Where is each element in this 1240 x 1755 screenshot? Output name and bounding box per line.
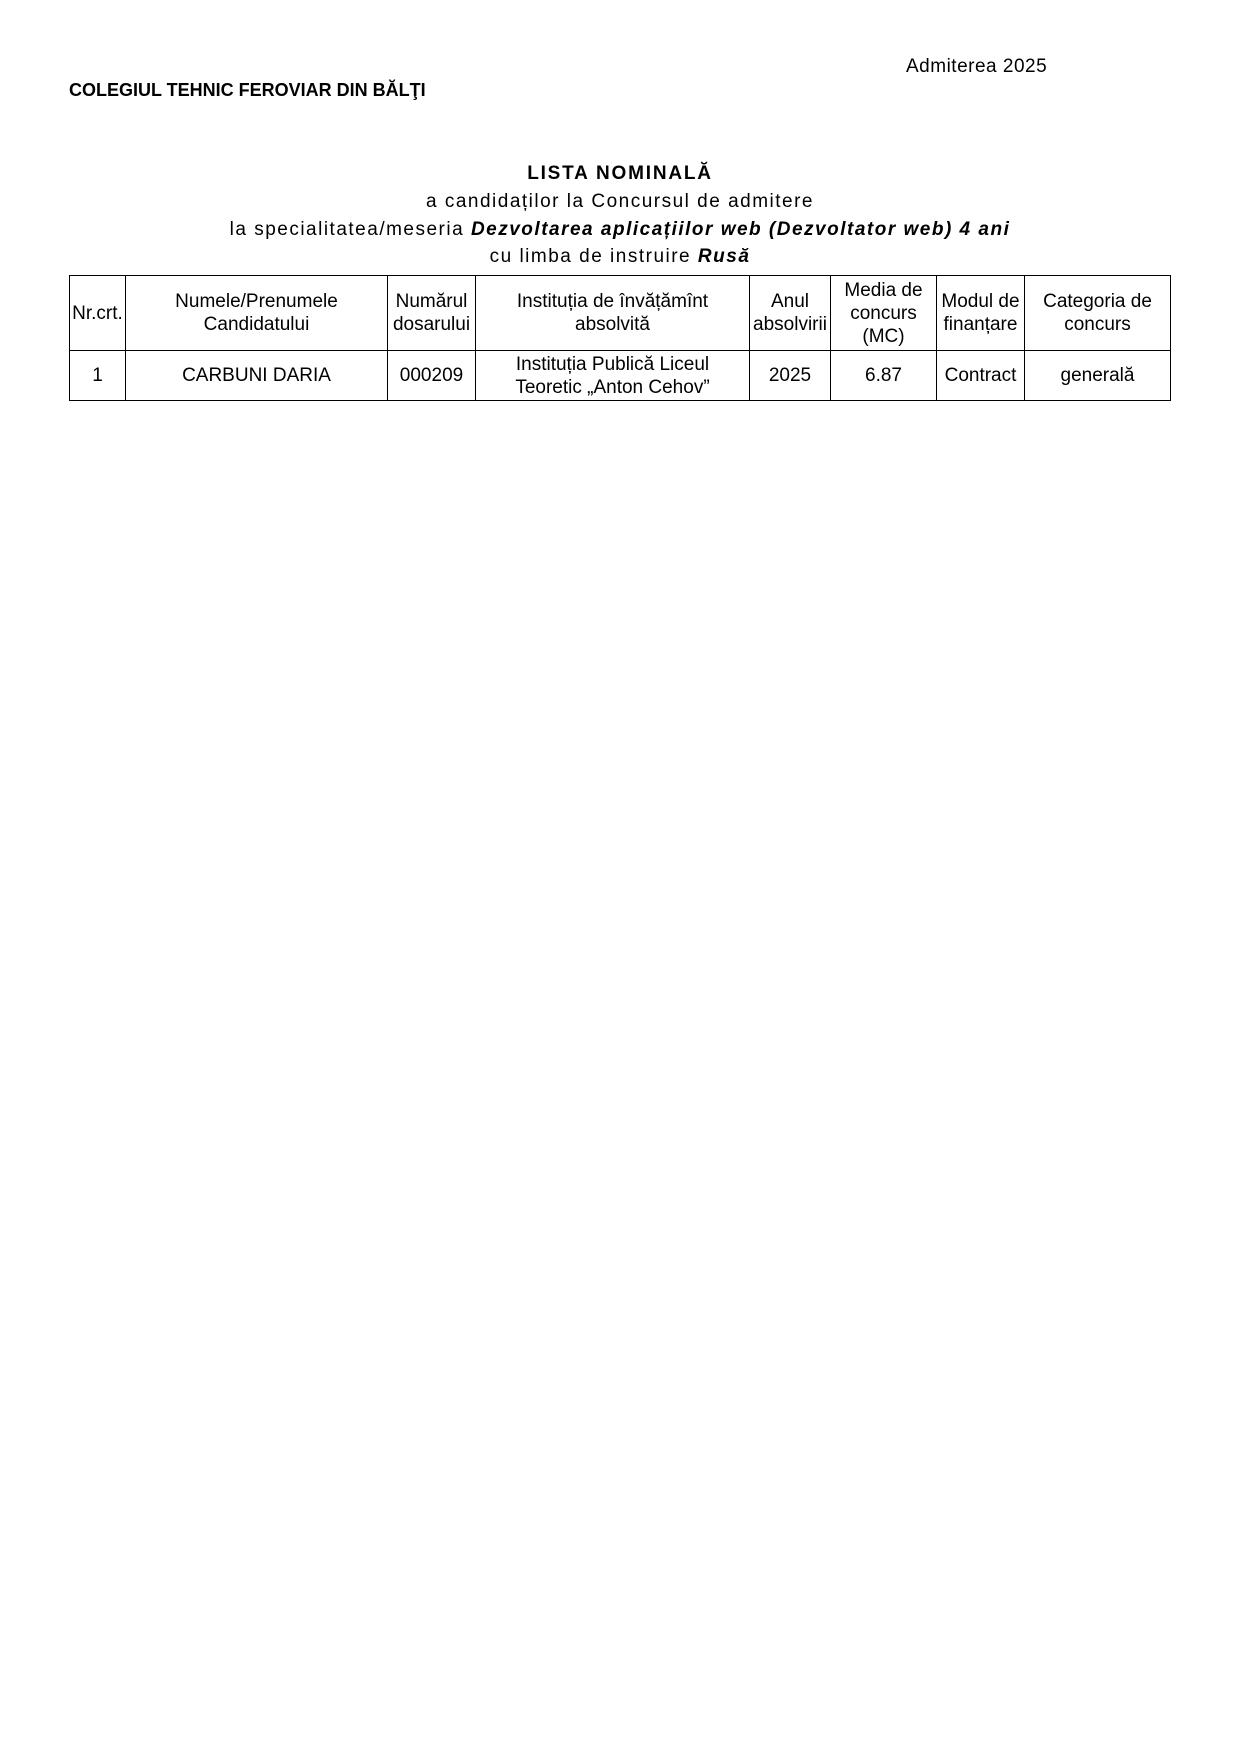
cell-category: generală bbox=[1025, 351, 1171, 401]
cell-financing: Contract bbox=[937, 351, 1025, 401]
language-name: Rusă bbox=[697, 246, 751, 267]
specialty-name: Dezvoltarea aplicațiilor web (Dezvoltator web) 4 ani bbox=[470, 219, 1011, 240]
cell-institution bbox=[476, 351, 750, 401]
candidates-table bbox=[69, 275, 1171, 401]
column-header-nr: Nr.crt. bbox=[70, 276, 126, 351]
table-header-row bbox=[70, 276, 1171, 351]
column-header-name: Numele/Prenumele Candidatului bbox=[126, 276, 388, 351]
list-title: LISTA NOMINALĂ bbox=[527, 163, 713, 184]
table-row bbox=[70, 351, 1171, 401]
column-header-media: Media de concurs (MC) bbox=[831, 276, 937, 351]
column-header-dosar: Numărul dosarului bbox=[388, 276, 476, 351]
list-subtitle: a candidaților la Concursul de admitere bbox=[425, 191, 814, 212]
cell-media: 6.87 bbox=[831, 351, 937, 401]
cell-institution-line2: Teoretic „Anton Cehov” bbox=[515, 376, 710, 398]
specialty-prefix: la specialitatea/meseria bbox=[229, 219, 465, 240]
specialty-line bbox=[0, 219, 1240, 241]
admission-year-label: Admiterea 2025 bbox=[906, 56, 1048, 77]
column-header-year: Anul absolvirii bbox=[750, 276, 831, 351]
language-line bbox=[0, 246, 1240, 268]
column-header-institution: Instituția de învățămînt absolvită bbox=[476, 276, 750, 351]
language-prefix: cu limba de instruire bbox=[489, 246, 692, 267]
cell-nr: 1 bbox=[70, 351, 126, 401]
cell-year: 2025 bbox=[750, 351, 831, 401]
cell-dosar: 000209 bbox=[388, 351, 476, 401]
college-name: COLEGIUL TEHNIC FEROVIAR DIN BĂLŢI bbox=[69, 80, 426, 100]
cell-institution-line1: Instituția Publică Liceul bbox=[515, 353, 710, 375]
column-header-category: Categoria de concurs bbox=[1025, 276, 1171, 351]
column-header-financing: Modul de finanțare bbox=[937, 276, 1025, 351]
cell-name: CARBUNI DARIA bbox=[126, 351, 388, 401]
